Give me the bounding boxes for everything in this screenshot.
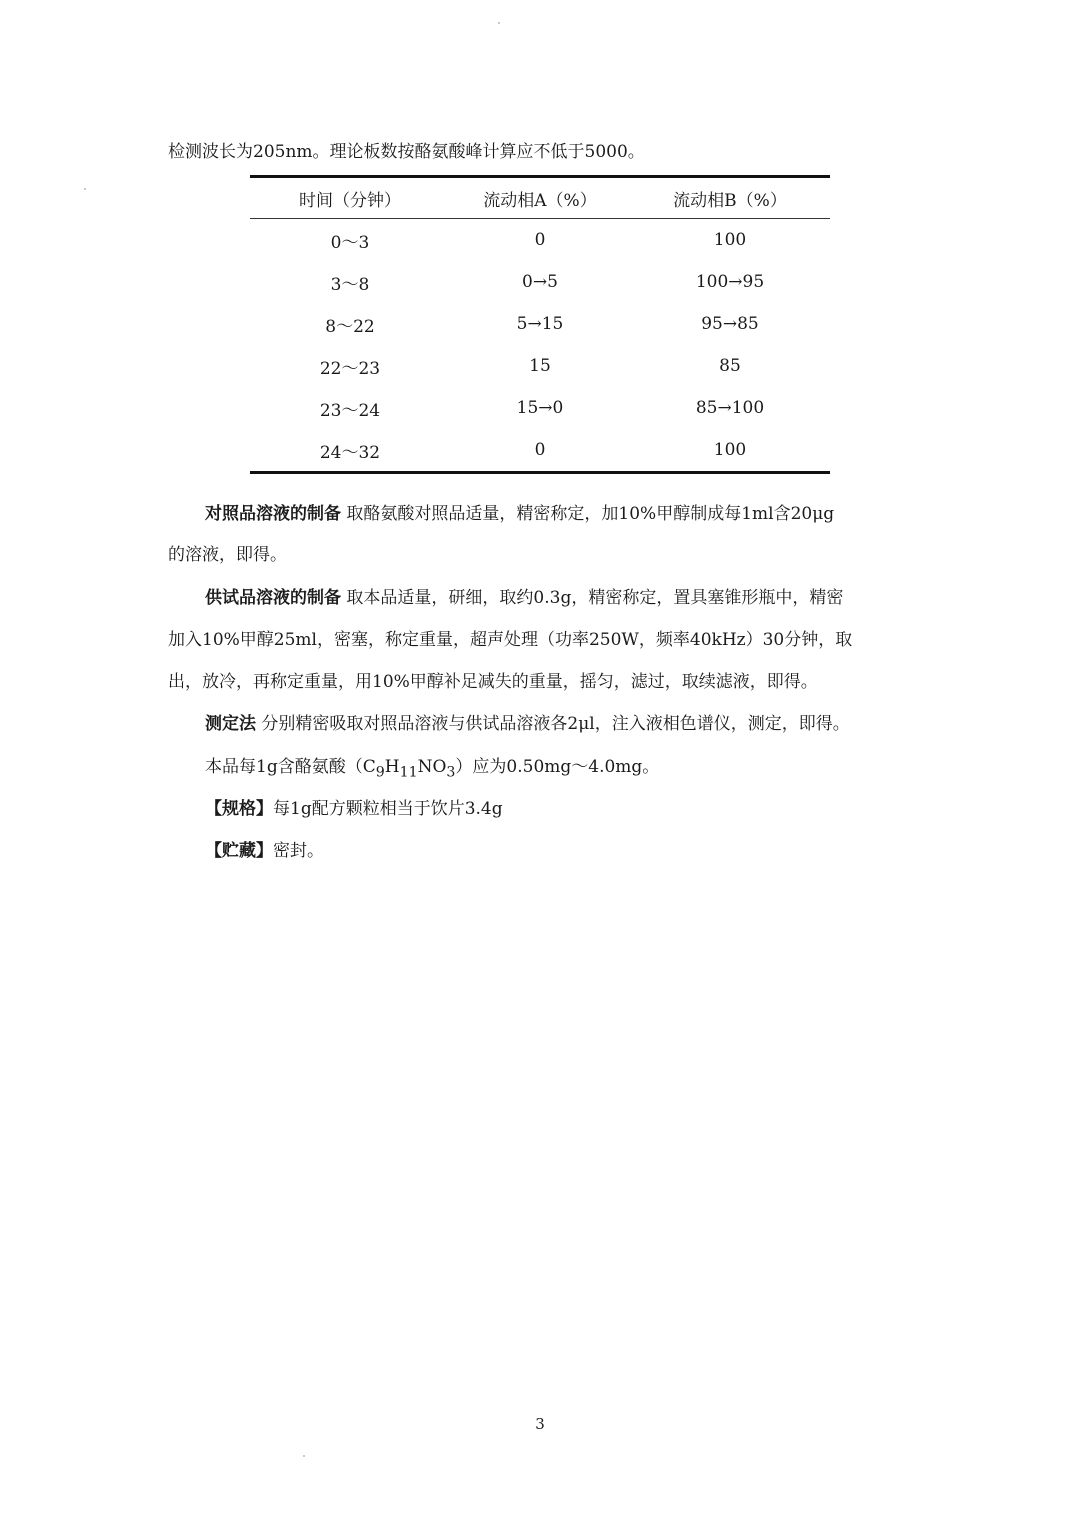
- phase-a-cell: 0: [534, 440, 546, 460]
- table-header-row: [250, 177, 830, 219]
- table-row: [250, 387, 830, 429]
- scan-speck: [84, 188, 86, 190]
- intro-line: 检测波长为205nm。理论板数按酪氨酸峰计算应不低于5000。: [168, 142, 645, 162]
- formula-subscript: 9: [375, 764, 385, 781]
- formula-element: NO: [417, 757, 447, 777]
- time-cell: 8～22: [325, 316, 375, 337]
- header-time: 时间（分钟）: [250, 177, 450, 219]
- test-solution-line2: 加入10%甲醇25ml，密塞，称定重量，超声处理（功率250W，频率40kHz）30分钟，取: [168, 630, 853, 650]
- time-cell: 0～3: [330, 232, 370, 253]
- scan-speck: [303, 1455, 305, 1457]
- content-limit-line: [205, 755, 955, 784]
- table-row: [250, 261, 830, 303]
- phase-b-cell: 85: [719, 356, 741, 376]
- phase-a-cell: 0→5: [522, 272, 558, 292]
- formula-subscript: 3: [446, 764, 456, 781]
- phase-b-cell: 95→85: [701, 314, 759, 334]
- table-row: [250, 219, 830, 262]
- reference-solution-text: 取酪氨酸对照品适量，精密称定，加10%甲醇制成每1ml含20μg: [346, 504, 835, 524]
- assay-heading: 测定法: [205, 714, 256, 734]
- time-cell: 3～8: [330, 274, 370, 295]
- phase-b-cell: 100: [713, 440, 747, 460]
- phase-b-cell: 100: [713, 230, 747, 250]
- phase-b-cell: 100→95: [695, 272, 765, 292]
- content-limit-prefix: 本品每1g含酪氨酸（C: [205, 757, 376, 777]
- header-phase-b: 流动相B（%）: [630, 177, 830, 219]
- assay-text: 分别精密吸取对照品溶液与供试品溶液各2μl，注入液相色谱仪，测定，即得。: [261, 714, 850, 734]
- specification-heading: 【规格】: [205, 799, 273, 819]
- time-cell: 24～32: [319, 442, 381, 463]
- header-phase-a: 流动相A（%）: [450, 177, 630, 219]
- test-solution-heading: 供试品溶液的制备: [205, 588, 341, 608]
- storage-heading: 【贮藏】: [205, 841, 273, 861]
- time-cell: 23～24: [319, 400, 381, 421]
- specification-line: [205, 797, 955, 821]
- table-row: [250, 303, 830, 345]
- phase-a-cell: 5→15: [516, 314, 564, 334]
- content-limit-suffix: ）应为0.50mg～4.0mg。: [455, 757, 660, 777]
- specification-text: 每1g配方颗粒相当于饮片3.4g: [273, 799, 503, 819]
- storage-text: 密封。: [273, 841, 324, 861]
- phase-a-cell: 0: [534, 230, 546, 250]
- test-solution-line1: [205, 586, 955, 610]
- phase-a-cell: 15→0: [516, 398, 564, 418]
- gradient-table: [250, 175, 830, 474]
- reference-solution-line1: [205, 502, 955, 526]
- reference-solution-heading: 对照品溶液的制备: [205, 504, 341, 524]
- formula-element: H: [384, 757, 400, 777]
- time-cell: 22～23: [319, 358, 381, 379]
- reference-solution-line2: 的溶液，即得。: [168, 545, 287, 565]
- assay-line: [205, 712, 955, 736]
- page-number: 3: [535, 1415, 545, 1433]
- scan-speck: [498, 22, 500, 24]
- formula-subscript: 11: [399, 764, 418, 781]
- table-row: [250, 345, 830, 387]
- phase-a-cell: 15: [529, 356, 551, 376]
- storage-line: [205, 839, 955, 863]
- phase-b-cell: 85→100: [695, 398, 765, 418]
- table-row: [250, 429, 830, 473]
- test-solution-text: 取本品适量，研细，取约0.3g，精密称定，置具塞锥形瓶中，精密: [346, 588, 844, 608]
- test-solution-line3: 出，放冷，再称定重量，用10%甲醇补足减失的重量，摇匀，滤过，取续滤液，即得。: [168, 672, 818, 692]
